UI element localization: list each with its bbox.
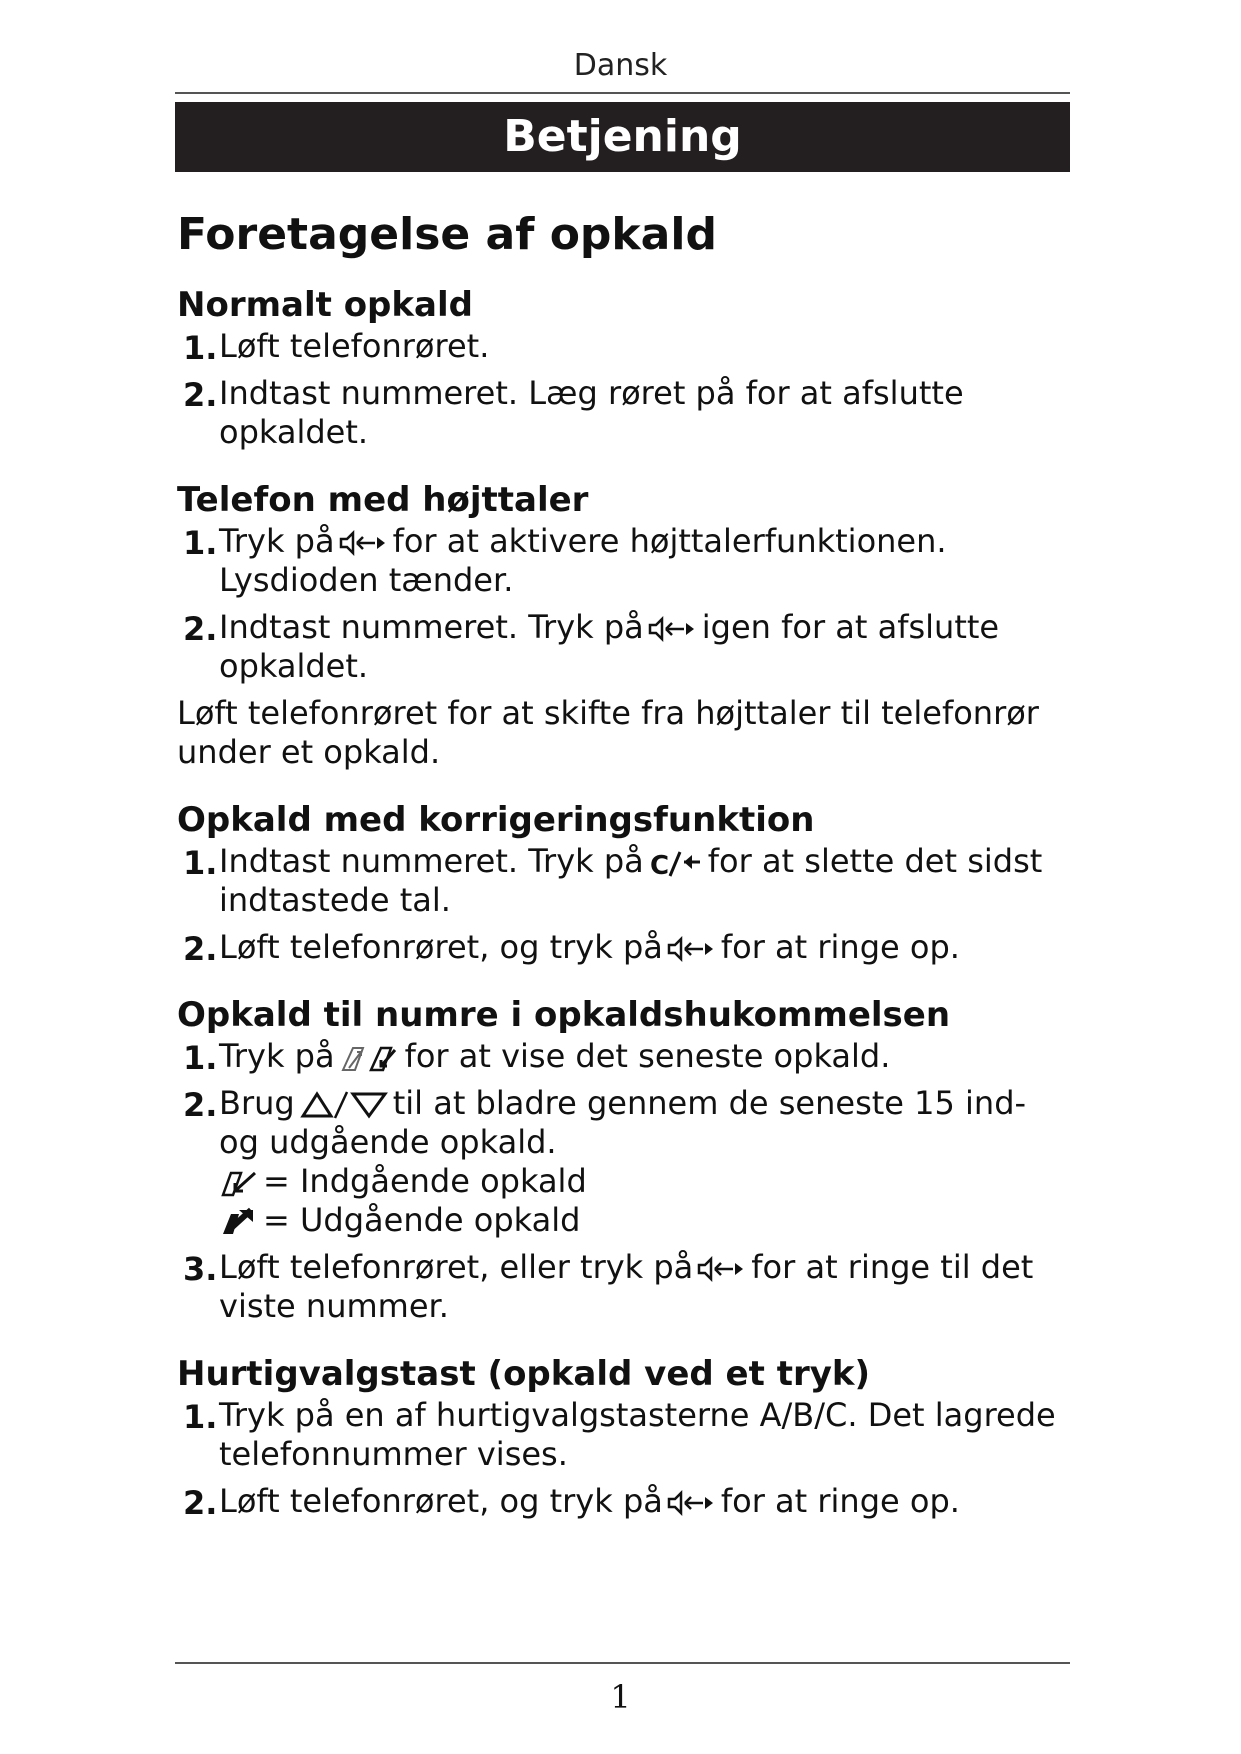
section-banner: Betjening: [175, 102, 1070, 172]
step-text-pre: Løft telefonrøret, og tryk på: [219, 1482, 663, 1520]
footer-divider: [175, 1662, 1070, 1664]
step-text-pre: Løft telefonrøret, og tryk på: [219, 928, 663, 966]
section-note: Løft telefonrøret for at skifte fra højttaler til telefonrør under et opkald.: [177, 694, 1039, 771]
step-number: 3.: [183, 1250, 218, 1288]
clear-back-icon: [648, 848, 704, 878]
step-number: 1.: [183, 1398, 218, 1436]
section-speakerphone: [177, 478, 1057, 772]
list-item: [177, 1482, 1057, 1521]
language-label: Dansk: [573, 48, 668, 83]
step-text-pre: Indtast nummeret. Tryk på: [219, 608, 644, 646]
step-text-pre: Tryk på: [219, 522, 335, 560]
step-text-post: for at ringe til det viste nummer.: [219, 1248, 1034, 1325]
step-number: 2.: [183, 1086, 218, 1124]
step-text-post: for at vise det seneste opkald.: [404, 1037, 891, 1075]
step-list: [177, 1037, 1057, 1326]
header-divider: [175, 92, 1070, 94]
speaker-icon: [339, 529, 389, 557]
step-text-post: for at aktivere højttalerfunktionen. Lysdioden tænder.: [219, 522, 947, 599]
step-text-pre: Tryk på: [219, 1037, 335, 1075]
step-number: 2.: [183, 376, 218, 414]
step-text: Tryk på en af hurtigvalgstasterne A/B/C. Det lagrede telefonnummer vises.: [219, 1396, 1056, 1473]
list-item: [177, 1248, 1057, 1326]
section-speed-dial: [177, 1352, 1057, 1521]
step-text-pre: Indtast nummeret. Tryk på: [219, 842, 644, 880]
section-call-memory: [177, 993, 1057, 1326]
step-number: 2.: [183, 930, 218, 968]
step-text-pre: Løft telefonrøret, eller tryk på: [219, 1248, 694, 1286]
incoming-label: = Indgående opkald: [263, 1162, 587, 1200]
speaker-icon: [697, 1255, 747, 1283]
list-item: [177, 374, 1057, 452]
step-list: [177, 327, 1057, 452]
speaker-icon: [667, 935, 717, 963]
speaker-icon: [648, 615, 698, 643]
list-item: [177, 327, 1057, 366]
list-item: [177, 1396, 1057, 1474]
step-number: 1.: [183, 1039, 218, 1077]
call-log-icon: [339, 1042, 401, 1074]
up-down-arrows-icon: [299, 1090, 389, 1120]
step-text: Indtast nummeret. Læg røret på for at afslutte opkaldet.: [219, 374, 964, 451]
step-text-pre: Brug: [219, 1084, 295, 1122]
section-heading: Opkald med korrigeringsfunktion: [177, 800, 815, 840]
section-heading: Telefon med højttaler: [177, 480, 589, 520]
step-number: 1.: [183, 329, 218, 367]
step-number: 1.: [183, 844, 218, 882]
step-text-post: for at ringe op.: [720, 928, 960, 966]
step-text-post: for at ringe op.: [720, 1482, 960, 1520]
outgoing-legend: [219, 1201, 1057, 1240]
step-text-post: for at slette det sidst indtastede tal.: [219, 842, 1043, 919]
section-heading: Opkald til numre i opkaldshukommelsen: [177, 995, 951, 1035]
section-correction: [177, 798, 1057, 967]
list-item: [177, 928, 1057, 967]
step-list: [177, 1396, 1057, 1521]
incoming-call-icon: [219, 1167, 259, 1199]
list-item: [177, 842, 1057, 920]
outgoing-call-icon: [219, 1206, 259, 1238]
step-number: 1.: [183, 524, 218, 562]
speaker-icon: [667, 1489, 717, 1517]
page-number: 1: [610, 1678, 631, 1716]
step-text: Løft telefonrøret.: [219, 327, 490, 365]
svg-text:C: C: [649, 851, 669, 878]
list-item: [177, 522, 1057, 600]
list-item: [177, 1084, 1057, 1240]
step-number: 2.: [183, 610, 218, 648]
list-item: [177, 1037, 1057, 1076]
step-text-post: igen for at afslutte opkaldet.: [219, 608, 1000, 685]
list-item: [177, 608, 1057, 686]
incoming-legend: [219, 1162, 1057, 1201]
section-heading: Hurtigvalgstast (opkald ved et tryk): [177, 1354, 871, 1394]
main-content: [177, 205, 1057, 1547]
step-text-post: til at bladre gennem de seneste 15 ind- og udgående opkald.: [219, 1084, 1027, 1161]
section-normal-call: [177, 283, 1057, 452]
page-title: Foretagelse af opkald: [177, 209, 717, 260]
step-list: [177, 842, 1057, 967]
outgoing-label: = Udgående opkald: [263, 1201, 581, 1239]
section-heading: Normalt opkald: [177, 285, 473, 325]
step-number: 2.: [183, 1484, 218, 1522]
step-list: [177, 522, 1057, 686]
